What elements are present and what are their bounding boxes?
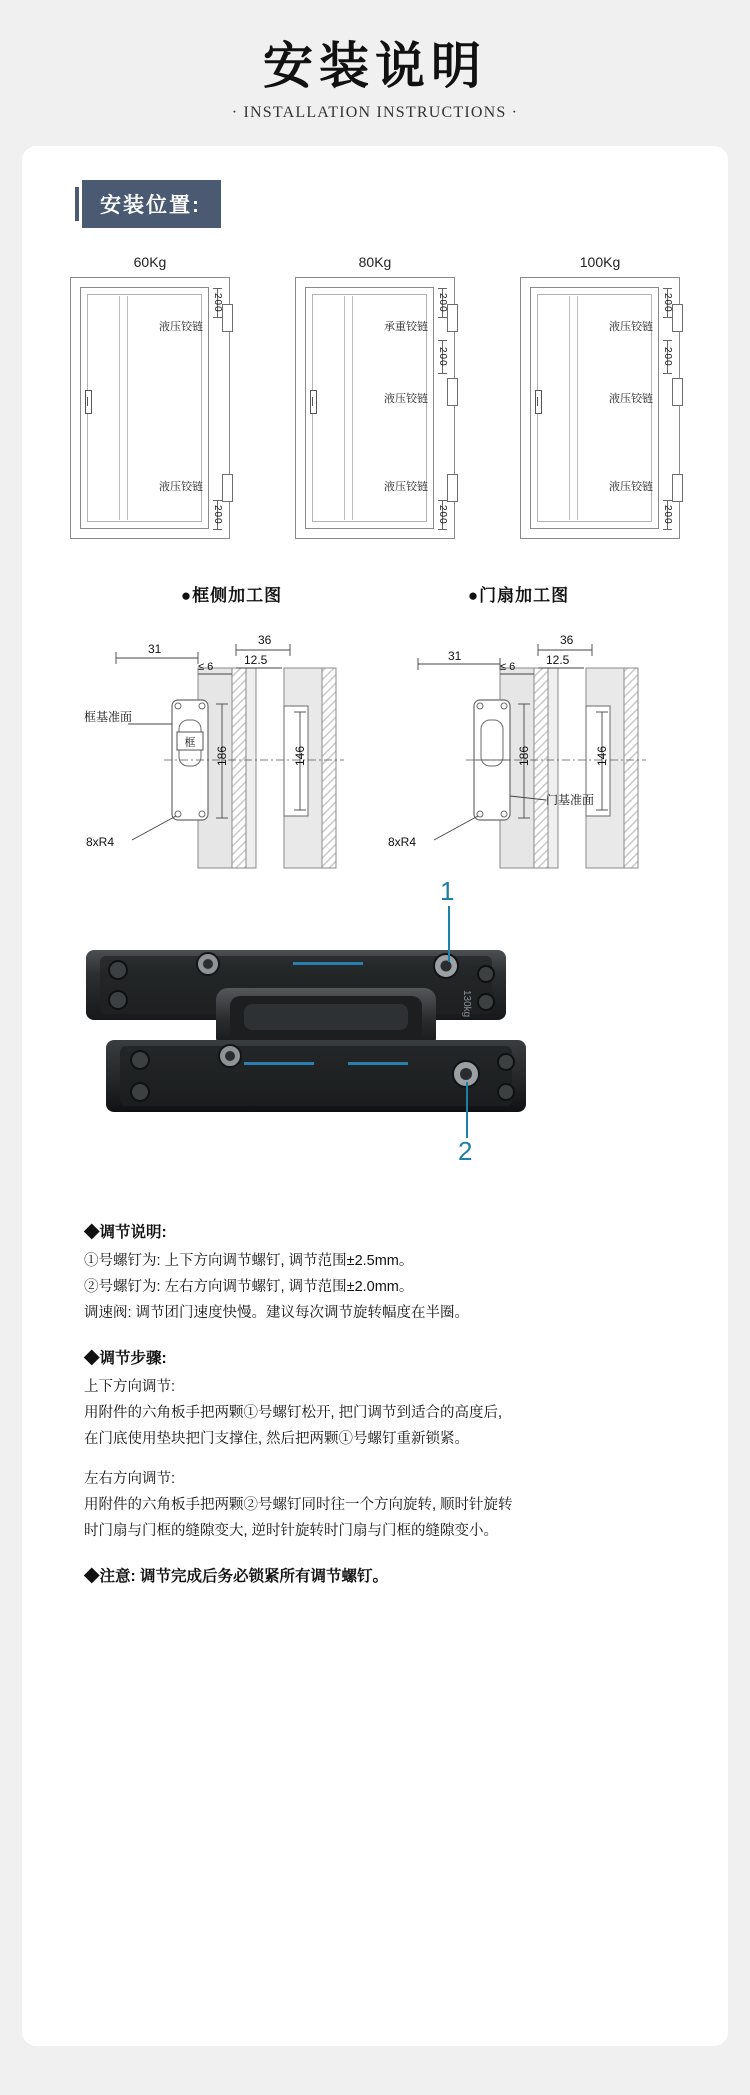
svg-text:≤ 6: ≤ 6 xyxy=(198,661,214,673)
hinge-label-top: 承重铰链 xyxy=(384,321,428,333)
door-diagram-100kg xyxy=(520,254,680,539)
adjustment-section xyxy=(84,1220,666,1590)
dim-middle: 200 xyxy=(437,347,448,367)
adjustment-line-2: ②号螺钉为: 左右方向调节螺钉, 调节范围±2.0mm。 xyxy=(84,1279,414,1295)
hinge-block-middle xyxy=(672,378,683,406)
steps-group1-line-1: 用附件的六角板手把两颗①号螺钉松开, 把门调节到适合的高度后, xyxy=(84,1405,503,1421)
hinge-block-bottom xyxy=(222,474,233,502)
hinge-label-top: 液压铰链 xyxy=(609,321,653,333)
hinge-photo-illustration xyxy=(48,934,748,1184)
svg-text:12.5: 12.5 xyxy=(244,653,268,667)
hinge-label-middle: 液压铰链 xyxy=(384,393,428,405)
callout-line-2 xyxy=(466,1082,468,1138)
door-box xyxy=(70,277,230,539)
svg-text:框: 框 xyxy=(184,737,196,749)
notice-text: ◆注意: 调节完成后务必锁紧所有调节螺钉。 xyxy=(84,1568,388,1585)
door-capacity-label: 60Kg xyxy=(133,254,167,270)
callout-label-1: 1 xyxy=(440,876,455,906)
hinge-block-bottom xyxy=(672,474,683,502)
door-handle-icon xyxy=(85,390,92,414)
page-subtitle: · INSTALLATION INSTRUCTIONS · xyxy=(231,104,519,121)
steps-group1-line-2: 在门底使用垫块把门支撑住, 然后把两颗①号螺钉重新锁紧。 xyxy=(84,1431,470,1447)
dim-top: 200 xyxy=(662,293,673,313)
door-diagram-80kg xyxy=(295,254,455,539)
door-handle-icon xyxy=(535,390,542,414)
door-handle-icon xyxy=(310,390,317,414)
svg-text:门基准面: 门基准面 xyxy=(546,793,595,807)
hinge-block-top xyxy=(672,304,683,332)
processing-drawing-titles xyxy=(48,581,702,606)
hinge-block-top xyxy=(222,304,233,332)
svg-text:8xR4: 8xR4 xyxy=(86,835,115,849)
door-box xyxy=(520,277,680,539)
steps-group2-title: 左右方向调节: xyxy=(84,1471,176,1487)
hinge-block-top xyxy=(447,304,458,332)
svg-text:36: 36 xyxy=(560,633,574,647)
svg-text:146: 146 xyxy=(293,745,307,766)
adjustment-line-1: ①号螺钉为: 上下方向调节螺钉, 调节范围±2.5mm。 xyxy=(84,1253,414,1269)
door-leaf-processing-drawing xyxy=(378,628,678,888)
steps-group2-line-2: 时门扇与门框的缝隙变大, 逆时针旋转时门扇与门框的缝隙变小。 xyxy=(84,1523,499,1539)
door-diagrams xyxy=(70,254,680,539)
dim-top: 200 xyxy=(437,293,448,313)
hinge-label-middle: 液压铰链 xyxy=(609,393,653,405)
adjustment-line-3: 调速阀: 调节团门速度快慢。建议每次调节旋转幅度在半圈。 xyxy=(84,1305,470,1321)
dim-middle: 200 xyxy=(662,347,673,367)
svg-text:186: 186 xyxy=(215,745,229,766)
dim-bottom: 200 xyxy=(437,505,448,525)
svg-text:31: 31 xyxy=(148,642,162,656)
callout-label-2: 2 xyxy=(458,1136,473,1166)
svg-text:框基准面: 框基准面 xyxy=(84,710,133,724)
svg-text:36: 36 xyxy=(258,633,272,647)
hinge-label-bottom: 液压铰链 xyxy=(384,481,428,493)
hinge-label-bottom: 液压铰链 xyxy=(609,481,653,493)
door-capacity-label: 80Kg xyxy=(358,254,392,270)
dim-bottom: 200 xyxy=(662,505,673,525)
svg-text:130kg: 130kg xyxy=(461,990,472,1018)
product-photo xyxy=(48,876,702,1194)
svg-text:146: 146 xyxy=(595,745,609,766)
adjustment-title: ◆调节说明: xyxy=(84,1224,167,1241)
page-title: 安装说明 xyxy=(263,37,487,95)
steps-title: ◆调节步骤: xyxy=(84,1350,167,1367)
steps-group1-title: 上下方向调节: xyxy=(84,1379,176,1395)
hinge-label-top: 液压铰链 xyxy=(159,321,203,333)
hinge-label-bottom: 液压铰链 xyxy=(159,481,203,493)
steps-group2-line-1: 用附件的六角板手把两颗②号螺钉同时往一个方向旋转, 顺时针旋转 xyxy=(84,1497,513,1513)
dim-top: 200 xyxy=(212,293,223,313)
dim-bottom: 200 xyxy=(212,505,223,525)
svg-text:31: 31 xyxy=(448,649,462,663)
svg-text:12.5: 12.5 xyxy=(546,653,570,667)
svg-text:≤ 6: ≤ 6 xyxy=(500,661,516,673)
content-card xyxy=(22,146,728,2046)
page-header xyxy=(0,0,750,132)
door-box xyxy=(295,277,455,539)
door-diagram-60kg xyxy=(70,254,230,539)
technical-drawings xyxy=(48,628,702,898)
svg-text:8xR4: 8xR4 xyxy=(388,835,417,849)
hinge-block-bottom xyxy=(447,474,458,502)
door-drawing-title: ●门扇加工图 xyxy=(467,586,570,605)
install-position-banner: 安装位置: xyxy=(82,180,221,228)
frame-processing-drawing xyxy=(76,628,376,888)
hinge-block-middle xyxy=(447,378,458,406)
callout-line-1 xyxy=(448,906,450,962)
svg-text:186: 186 xyxy=(517,745,531,766)
door-capacity-label: 100Kg xyxy=(579,254,621,270)
frame-drawing-title: ●框侧加工图 xyxy=(180,586,283,605)
